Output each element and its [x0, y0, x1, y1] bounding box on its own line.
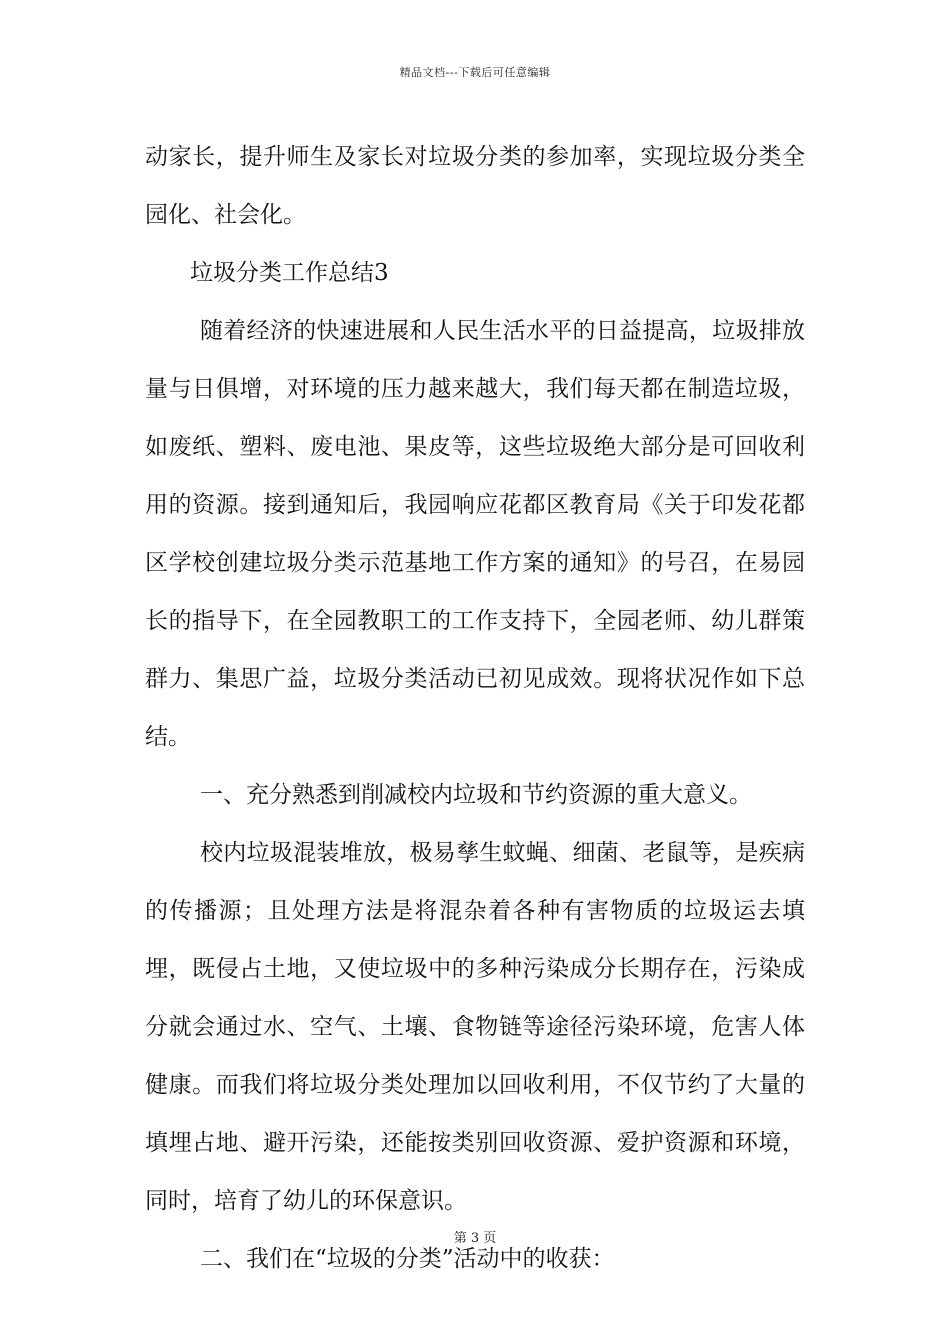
section-title: 垃圾分类工作总结3: [190, 260, 389, 286]
subheading-one: 一、充分熟悉到削减校内垃圾和节约资源的重大意义。: [200, 782, 752, 808]
document-body: [145, 128, 805, 1288]
page-header: 精品文档---下载后可任意编辑: [399, 66, 551, 79]
paragraph-intro: 随着经济的快速进展和人民生活水平的日益提高，垃圾排放量与日俱增，对环境的压力越来越大，我们每天都在制造垃圾，如废纸、塑料、废电池、果皮等，这些垃圾绝大部分是可回收利用的资源。接到通知后，我园响应花都区教育局《关于印发花都区学校创建垃圾分类示范基地工作方案的通知》的号召，在易园长的指导下，在全园教职工的工作支持下，全园老师、幼儿群策群力、集思广益，垃圾分类活动已初见成效。现将状况作如下总结。: [145, 318, 805, 750]
paragraph-significance: 校内垃圾混装堆放，极易孳生蚊蝇、细菌、老鼠等，是疾病的传播源；且处理方法是将混杂着各种有害物质的垃圾运去填埋，既侵占土地，又使垃圾中的多种污染成分长期存在，污染成分就会通过水、空气、土壤、食物链等途径污染环境，危害人体健康。而我们将垃圾分类处理加以回收利用，不仅节约了大量的填埋占地、避开污染，还能按类别回收资源、爱护资源和环境，同时，培育了幼儿的环保意识。: [145, 840, 805, 1214]
paragraph-continuation: 动家长，提升师生及家长对垃圾分类的参加率，实现垃圾分类全园化、社会化。: [145, 144, 805, 228]
page-number: 第 3 页: [453, 1231, 497, 1246]
subheading-two: 二、我们在“垃圾的分类”活动中的收获：: [200, 1246, 615, 1272]
